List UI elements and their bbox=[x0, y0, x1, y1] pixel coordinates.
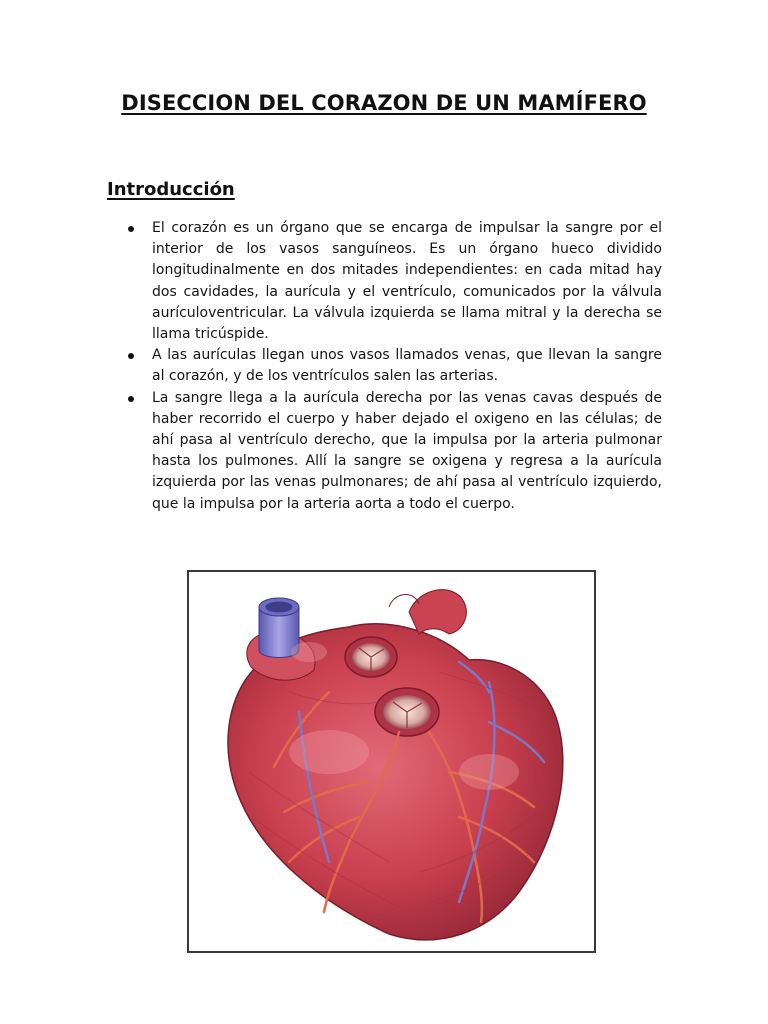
list-item-text: El corazón es un órgano que se encarga de impulsar la sangre por el interior de los vasos sanguíneos. Es un órgano hueco dividido longitudinalmente en dos mitades independientes: en cada mitad hay dos cavidades, la aurícula y el ventrículo, comunicados por la válvula aurículoventricular. La válvula izquierda se llama mitral y la derecha se llama tricúspide. bbox=[152, 220, 662, 343]
aortic-valve bbox=[375, 688, 439, 736]
section-heading: Introducción bbox=[107, 179, 235, 200]
heart-illustration bbox=[187, 570, 596, 953]
pulmonary-valve bbox=[345, 637, 397, 677]
bullet-list bbox=[128, 218, 662, 515]
list-item-text: La sangre llega a la aurícula derecha por las venas cavas después de haber recorrido el cuerpo y haber dejado el oxigeno en las células; de ahí pasa al ventrículo derecho, que la impulsa por la arteria pulmonar hasta los pulmones. Allí la sangre se oxigena y regresa a la aurícula izquierda por las venas pulmonares; de ahí pasa al ventrículo izquierdo, que la impulsa por la arteria aorta a todo el cuerpo. bbox=[152, 389, 662, 512]
list-item bbox=[128, 218, 662, 345]
page-title bbox=[0, 91, 768, 115]
bullet-icon bbox=[128, 226, 134, 232]
list-item bbox=[128, 388, 662, 515]
bullet-icon bbox=[128, 396, 134, 402]
list-item-text: A las aurículas llegan unos vasos llamados venas, que llevan la sangre al corazón, y de los ventrículos salen las arterias. bbox=[152, 347, 662, 385]
aorta-arch bbox=[409, 590, 466, 634]
heart-drawing bbox=[189, 572, 594, 951]
bullet-icon bbox=[128, 353, 134, 359]
list-item bbox=[128, 345, 662, 387]
page-title-text: DISECCION DEL CORAZON DE UN MAMÍFERO bbox=[121, 91, 647, 115]
